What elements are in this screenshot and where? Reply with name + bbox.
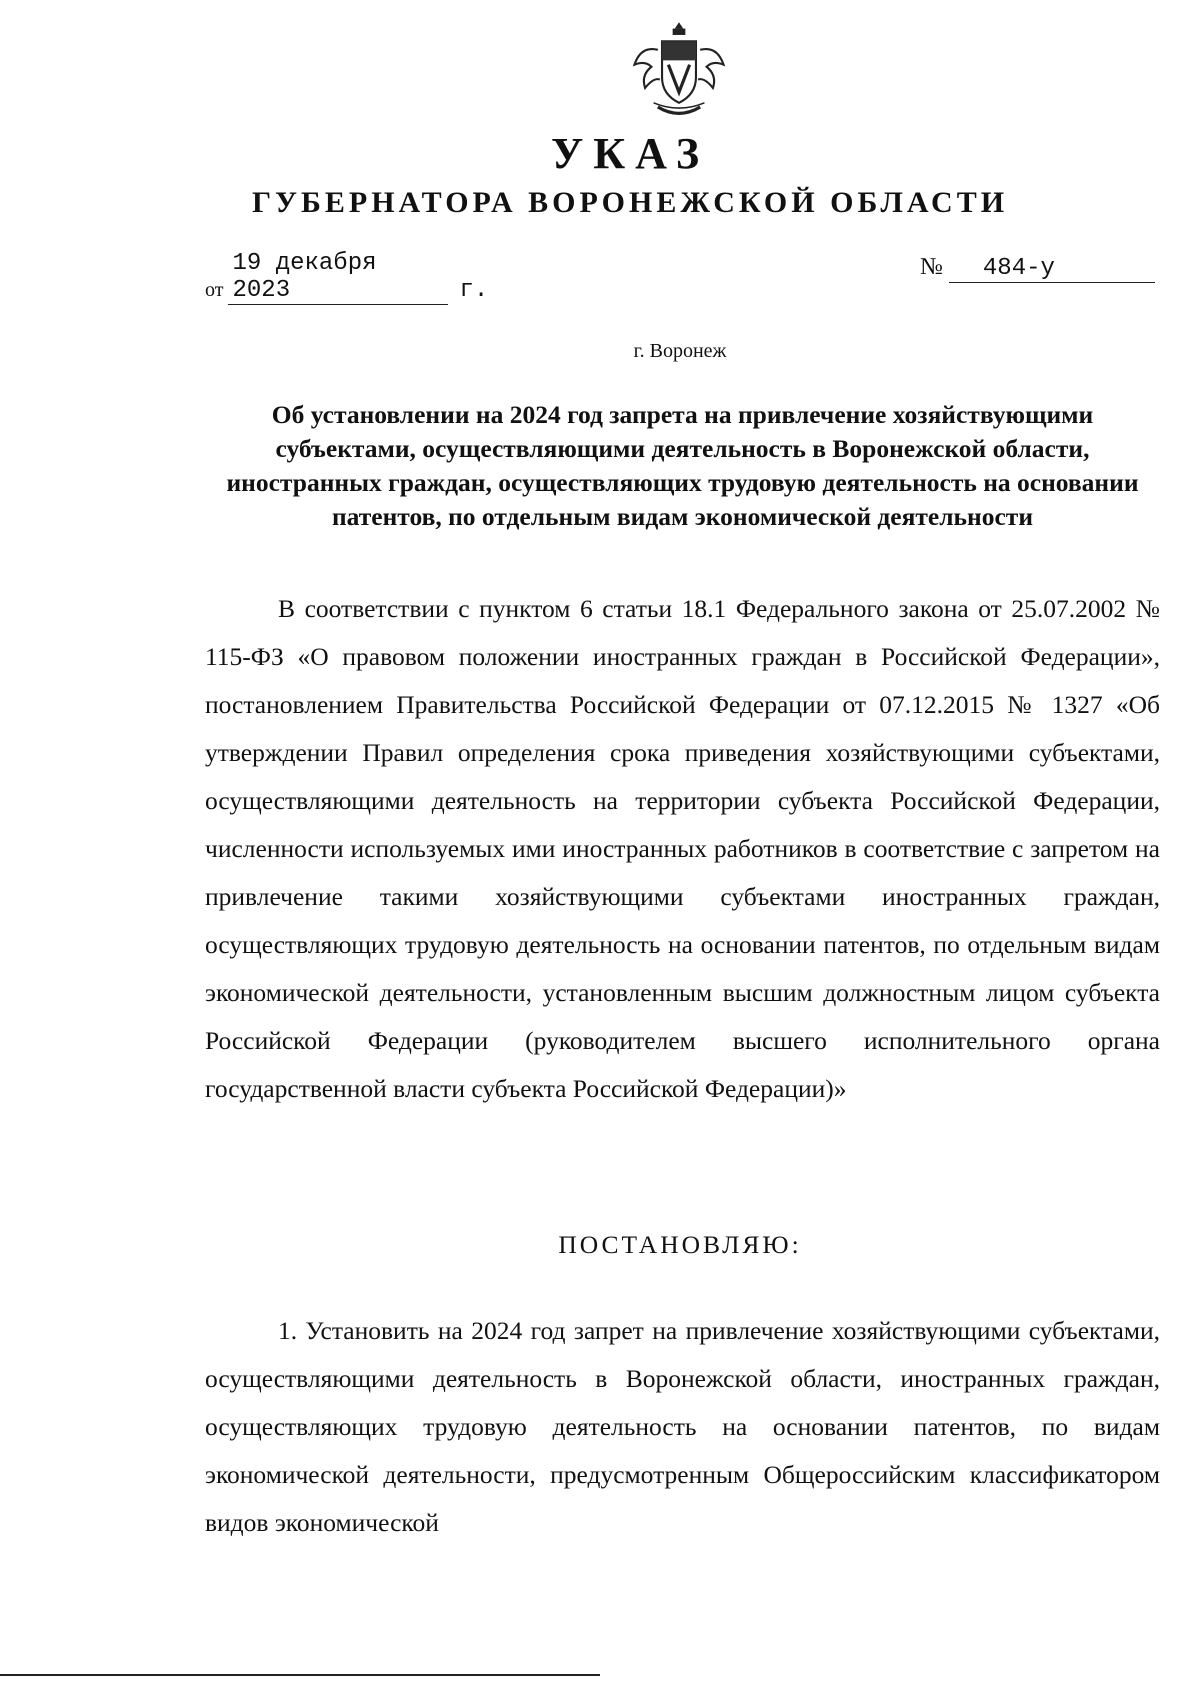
number-value: 484-у xyxy=(949,255,1155,283)
decree-word: ПОСТАНОВЛЯЮ: xyxy=(558,1230,802,1259)
document-date xyxy=(205,250,488,305)
document-authority: ГУБЕРНАТОРА ВОРОНЕЖСКОЙ ОБЛАСТИ xyxy=(251,186,1009,219)
number-prefix: № xyxy=(920,254,943,280)
date-suffix: г. xyxy=(459,277,489,304)
document-city: г. Воронеж xyxy=(633,340,727,362)
document-number xyxy=(920,254,1155,283)
document-title: УКАЗ xyxy=(550,129,710,178)
date-value: 19 декабря 2023 xyxy=(228,250,448,305)
preamble-paragraph: В соответствии с пунктом 6 статьи 18.1 Федерального закона от 25.07.2002 № 115-ФЗ «О правовом положении иностранных граждан в Российской Федерации», постановлением Правительства Российской Федерации от 07.12.2015 № 1327 «Об утверждении Правил определения срока приведения хозяйствующими субъектами, осуществляющими деятельность на территории субъекта Российской Федерации, численности используемых ими иностранных работников в соответствие с запретом на привлечение такими хозяйствующими субъектами иностранных граждан, осуществляющих трудовую деятельность на основании патентов, по отдельным видам экономической деятельности, установленным высшим должностным лицом субъекта Российской Федерации (руководителем высшего исполнительного органа государственной власти субъекта Российской Федерации)» xyxy=(205,594,1160,1103)
document-subject: Об установлении на 2024 год запрета на привлечение хозяйствующими субъектами, осуществляющими деятельность в Воронежской области, иностранных граждан, осуществляющих трудовую деятельность на основании патентов, по отдельным видам экономической деятельности xyxy=(226,400,1139,531)
item-1-paragraph: 1. Установить на 2024 год запрет на привлечение хозяйствующими субъектами, осуществляющими деятельность в Воронежской области, иностранных граждан, осуществляющих трудовую деятельность на основании патентов, по видам экономической деятельности, предусмотренным Общероссийским классификатором видов экономической xyxy=(205,1316,1160,1537)
coat-of-arms-icon xyxy=(626,18,732,124)
footer-divider xyxy=(0,1674,600,1676)
date-prefix: от xyxy=(205,279,224,301)
